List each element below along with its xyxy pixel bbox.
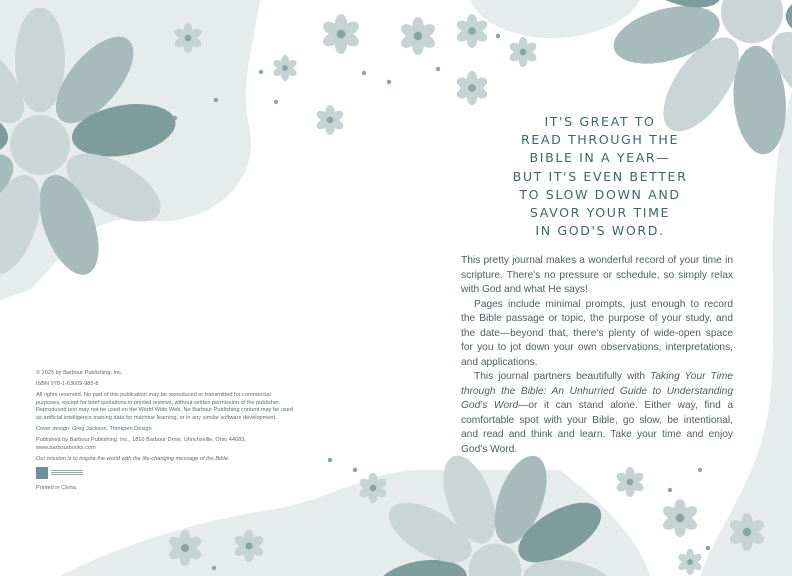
dot-decoration: [259, 70, 263, 74]
daisy-center: [468, 27, 475, 34]
small-daisy-icon: [510, 37, 537, 67]
daisy-center: [181, 544, 189, 552]
dot-decoration: [496, 34, 500, 38]
dot-decoration: [706, 546, 710, 550]
dot-decoration: [274, 100, 278, 104]
daisy-center: [468, 84, 475, 91]
cover-design-credit: Cover design: Greg Jackson, Thinkpen Design: [36, 426, 152, 433]
ecpa-logo: [36, 467, 296, 479]
headline-line: IT'S GREAT TO: [544, 114, 656, 129]
flower-center: [10, 115, 70, 175]
small-daisy-icon: [617, 467, 644, 497]
daisy-center: [246, 543, 253, 550]
isbn: ISBN 978-1-63609-985-8: [36, 381, 99, 388]
logo-text: [51, 470, 83, 476]
headline-line: SAVOR YOUR TIME: [529, 205, 671, 221]
description: [461, 254, 733, 457]
dot-decoration: [214, 98, 218, 102]
small-daisy-icon: [678, 549, 701, 575]
dot-decoration: [387, 80, 391, 84]
blob-shape: [470, 0, 640, 38]
small-daisy-icon: [273, 55, 296, 81]
description-paragraph: This pretty journal makes a wonderful record of your time in scripture. There's no pressure or schedule, so simply relax with God and what He says!: [461, 255, 733, 295]
printed-in: Printed in China.: [36, 485, 78, 492]
dot-decoration: [698, 468, 702, 472]
flower-center: [721, 0, 783, 43]
book-title: Taking Your Time through the Bible: An Unhurried Guide to Understanding God's Word: [461, 371, 734, 411]
headline-line: BUT IT'S EVEN BETTER: [512, 168, 688, 184]
publisher-info: Published by Barbour Publishing, Inc., 1810 Barbour Drive, Uhrichsville, Ohio 44683, www.barbourbooks.com: [36, 437, 246, 451]
dot-decoration: [668, 488, 672, 492]
dot-decoration: [212, 566, 216, 570]
headline-line: IN GOD'S WORD.: [535, 223, 665, 239]
dot-decoration: [353, 468, 357, 472]
small-daisy-icon: [457, 71, 487, 105]
daisy-center: [337, 30, 346, 39]
small-daisy-icon: [323, 14, 359, 54]
small-daisy-icon: [457, 14, 487, 48]
headline-quote: [490, 113, 710, 240]
small-daisy-icon: [663, 499, 697, 537]
mission-statement: Our mission is to inspire the world with the life-changing message of the Bible.: [36, 455, 230, 462]
dot-decoration: [436, 67, 440, 71]
small-daisy-icon: [401, 17, 435, 55]
text: This journal partners beautifully with: [474, 371, 651, 382]
petal: [786, 4, 792, 28]
description-paragraph: [461, 370, 733, 457]
headline-line: BIBLE IN A YEAR—: [529, 150, 671, 166]
rights-notice: All rights reserved. No part of this publication may be reproduced or transmitted for commercial purposes, except for brief quotations in printed reviews, without written permission of the publisher. Reproduced text may not be used on the World Wide Web. No Barbour Publishing content may be used as artificial intelligence training data for machine learning, or in any similar software development.: [36, 392, 293, 421]
copyright: © 2025 by Barbour Publishing, Inc.: [36, 370, 123, 376]
dot-decoration: [328, 458, 332, 462]
headline-line: READ THROUGH THE: [520, 132, 680, 148]
copyright-block: [36, 370, 296, 497]
description-paragraph: Pages include minimal prompts, just enough to record the Bible passage or topic, the purpose of your study, and the date—beyond that, there's plenty of wide-open space for you to jot down your own observations, interpretations, and applications.: [461, 298, 733, 368]
petal: [665, 0, 719, 8]
small-daisy-icon: [317, 105, 344, 135]
dot-decoration: [362, 71, 366, 75]
daisy-center: [414, 32, 422, 40]
headline-line: TO SLOW DOWN AND: [519, 186, 681, 202]
daisy-center: [676, 514, 684, 522]
dot-decoration: [173, 116, 177, 120]
logo-mark: [36, 467, 48, 479]
text: —or it can stand alone. Either way, find a comfortable spot with your Bible, go slow, be intentional, and read and think and learn. Take your time and enjoy God's Word.: [461, 400, 734, 455]
daisy-center: [743, 528, 751, 536]
